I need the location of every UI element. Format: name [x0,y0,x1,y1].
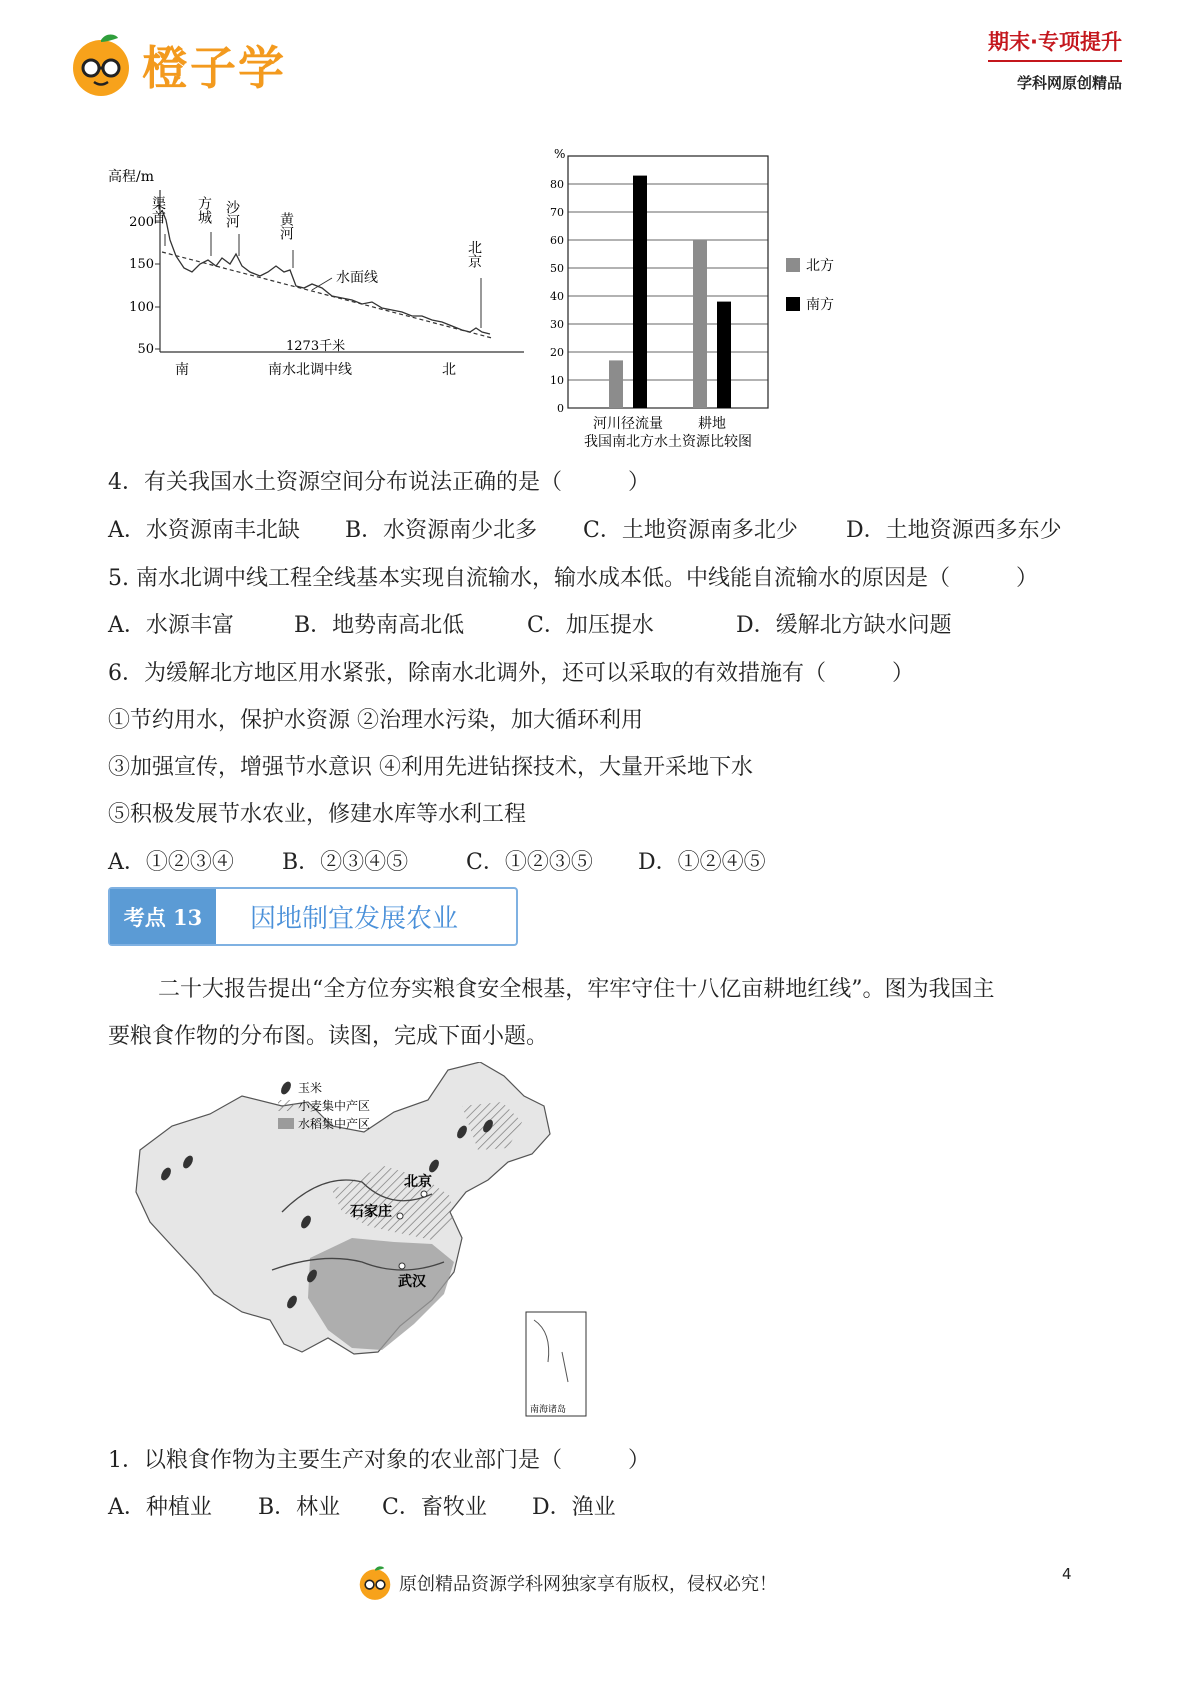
chart-ytick-label: 0 [557,402,564,415]
chart-category-label: 河川径流量 [593,416,663,432]
place-label: 北京 [466,240,482,268]
city-label: 北京 [404,1174,432,1190]
chart-category-label: 耕地 [698,416,726,432]
intro-line: 要粮食作物的分布图。读图，完成下面小题。 [108,1024,549,1049]
elevation-profile-figure [100,160,530,390]
inset-label: 南海诸岛 [530,1405,567,1415]
city-marker [421,1191,427,1197]
orange-mascot-icon [357,1565,393,1601]
section-title: 因地制宜发展农业 [250,904,459,934]
option[interactable]: A．水源丰富 [108,613,234,638]
legend-rice-swatch [278,1118,294,1129]
option[interactable]: C．①②③⑤ [466,850,593,875]
legend-label: 小麦集中产区 [298,1099,371,1113]
option[interactable]: C．加压提水 [527,613,654,638]
option[interactable]: D．渔业 [532,1495,616,1520]
chart-ytick-label: 40 [550,290,564,303]
page-number: 4 [1062,1565,1072,1583]
chart-bar [693,240,707,408]
option[interactable]: B．水资源南少北多 [345,518,538,543]
header-tag-subtitle: 学科网原创精品 [1016,74,1122,92]
chart-title: 我国南北方水土资源比较图 [584,434,752,450]
question-6-options [108,845,766,876]
legend-label: 北方 [806,258,834,274]
option[interactable]: C．畜牧业 [382,1495,487,1520]
option[interactable]: B．地势南高北低 [294,613,465,638]
profile-ytick: 200 [129,215,154,230]
south-china-sea-inset [526,1312,586,1416]
chart-bar [717,302,731,408]
section-badge [108,887,518,946]
profile-place-labels [150,196,482,268]
option[interactable]: D．缓解北方缺水问题 [736,613,952,638]
city-label: 石家庄 [350,1204,392,1220]
profile-ylabel: 高程/m [108,169,154,185]
option[interactable]: D．土地资源西多东少 [846,518,1062,543]
water-land-bar-chart [542,144,872,452]
question-6-stem: 6．为缓解北方地区用水紧张，除南水北调外，还可以采取的有效措施有（ ） [108,661,914,686]
profile-axis-label: 南水北调中线 [268,362,352,378]
intro-line: 二十大报告提出“全方位夯实粮食安全根基，牢牢守住十八亿亩耕地红线”。图为我国主 [158,977,995,1002]
chart-ytick-label: 50 [550,262,564,275]
question-4-options [108,513,1062,544]
place-label: 方城 [196,196,212,224]
place-label: 黄河 [278,212,294,240]
chart-bar [633,176,647,408]
map-legend [278,1080,370,1131]
question-5-stem: 5. 南水北调中线工程全线基本实现自流输水，输水成本低。中线能自流输水的原因是（ ） [108,566,1038,591]
chart-plot-frame [568,156,768,408]
brand-name: 橙子学 [142,41,286,95]
question-5-options [108,608,952,639]
chart-ytick-label: 10 [550,374,564,387]
water-line-label: 水面线 [336,270,378,286]
legend-swatch [786,258,800,272]
question-1-stem: 1．以粮食作物为主要生产对象的农业部门是（ ） [108,1448,650,1473]
legend-wheat-swatch [278,1100,294,1111]
option[interactable]: C．土地资源南多北少 [583,518,798,543]
legend-label: 南方 [806,297,834,313]
option[interactable]: A．种植业 [108,1495,212,1520]
water-surface-line [162,252,492,338]
header-tag [988,26,1122,93]
footer-text: 原创精品资源学科网独家享有版权，侵权必究！ [399,1574,777,1595]
distance-label: 1273千米 [286,339,346,354]
legend-corn-symbol [279,1080,293,1096]
legend-label: 玉米 [298,1081,323,1095]
profile-yticks [129,215,160,357]
place-label: 渠首 [150,196,166,224]
south-label: 南 [175,362,189,378]
section-number: 考点 13 [110,889,216,944]
option[interactable]: A．①②③④ [108,850,234,875]
question-4-stem: 4．有关我国水土资源空间分布说法正确的是（ ） [108,470,650,495]
profile-ytick: 50 [137,342,154,357]
question-6-item: ①节约用水，保护水资源 ②治理水污染，加大循环利用 [108,708,643,733]
chart-ytick-label: 20 [550,346,564,359]
profile-ytick: 150 [129,257,154,272]
city-label: 武汉 [398,1274,426,1290]
north-label: 北 [442,362,456,378]
chart-ytick-label: 70 [550,206,564,219]
question-1-options [108,1490,616,1521]
chart-bar [609,360,623,408]
option[interactable]: D．①②④⑤ [638,850,766,875]
option[interactable]: B．②③④⑤ [282,850,409,875]
legend-label: 水稻集中产区 [298,1117,371,1131]
question-6-item: ③加强宣传，增强节水意识 ④利用先进钻探技术，大量开采地下水 [108,755,753,780]
chart-ytick-label: 80 [550,178,564,191]
option[interactable]: B．林业 [258,1495,341,1520]
footer [357,1565,777,1601]
place-leader-lines [165,232,481,328]
question-6-item: ⑤积极发展节水农业，修建水库等水利工程 [108,802,527,827]
city-marker [397,1213,403,1219]
place-label: 沙河 [224,200,240,228]
profile-ytick: 100 [129,300,154,315]
option[interactable]: A．水资源南丰北缺 [108,518,300,543]
terrain-line [162,210,490,334]
chart-ytick-label: 30 [550,318,564,331]
orange-mascot-icon [68,32,134,98]
brand-logo [68,32,286,98]
chart-ylabel: % [554,147,566,161]
legend-swatch [786,297,800,311]
crop-distribution-map [132,1062,602,1418]
city-marker [399,1263,405,1269]
chart-ytick-label: 60 [550,234,564,247]
header-tag-title: 期末·专项提升 [988,26,1122,62]
